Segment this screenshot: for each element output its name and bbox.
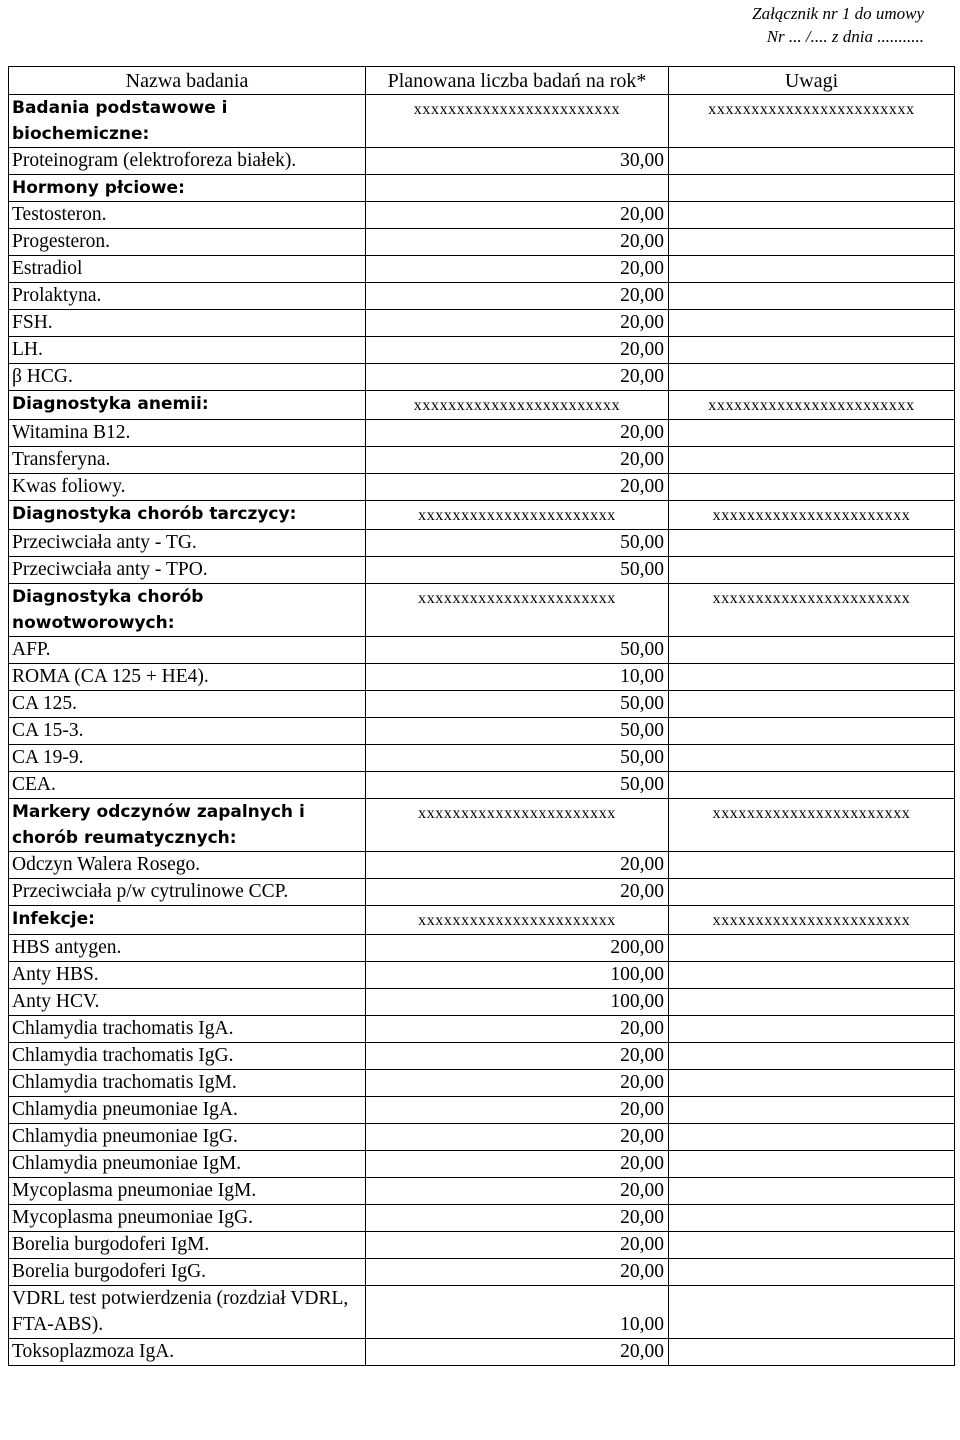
test-name: Witamina B12. bbox=[9, 420, 366, 447]
notes-cell bbox=[669, 637, 955, 664]
test-name: CA 15-3. bbox=[9, 718, 366, 745]
table-header-row bbox=[9, 67, 955, 95]
table-row bbox=[9, 718, 955, 745]
notes-cell bbox=[669, 1178, 955, 1205]
column-header-planned-count: Planowana liczba badań na rok* bbox=[366, 67, 669, 95]
not-applicable-marker: xxxxxxxxxxxxxxxxxxxxxxx bbox=[669, 799, 955, 852]
planned-count: 10,00 bbox=[366, 664, 669, 691]
test-name: LH. bbox=[9, 337, 366, 364]
table-row bbox=[9, 310, 955, 337]
table-row bbox=[9, 879, 955, 906]
planned-count: 20,00 bbox=[366, 1043, 669, 1070]
notes-cell bbox=[669, 1070, 955, 1097]
test-name: VDRL test potwierdzenia (rozdział VDRL, FTA-ABS). bbox=[9, 1286, 366, 1339]
planned-count: 20,00 bbox=[366, 256, 669, 283]
table-row bbox=[9, 691, 955, 718]
table-row bbox=[9, 148, 955, 175]
planned-count: 100,00 bbox=[366, 989, 669, 1016]
test-name: Chlamydia trachomatis IgG. bbox=[9, 1043, 366, 1070]
test-name: CEA. bbox=[9, 772, 366, 799]
category-name: Markery odczynów zapalnych i chorób reumatycznych: bbox=[9, 799, 366, 852]
category-name: Badania podstawowe i biochemiczne: bbox=[9, 95, 366, 148]
planned-count: 50,00 bbox=[366, 691, 669, 718]
test-name: Toksoplazmoza IgA. bbox=[9, 1339, 366, 1366]
category-name: Diagnostyka chorób tarczycy: bbox=[9, 501, 366, 530]
test-name: Mycoplasma pneumoniae IgG. bbox=[9, 1205, 366, 1232]
notes-cell bbox=[669, 337, 955, 364]
category-name: Hormony płciowe: bbox=[9, 175, 366, 202]
table-row bbox=[9, 1205, 955, 1232]
table-row bbox=[9, 447, 955, 474]
test-name: Chlamydia pneumoniae IgG. bbox=[9, 1124, 366, 1151]
test-name: Transferyna. bbox=[9, 447, 366, 474]
planned-count: 20,00 bbox=[366, 283, 669, 310]
table-row bbox=[9, 337, 955, 364]
planned-count: 50,00 bbox=[366, 637, 669, 664]
notes-cell bbox=[669, 1151, 955, 1178]
not-applicable-marker: xxxxxxxxxxxxxxxxxxxxxxx bbox=[366, 906, 669, 935]
notes-cell bbox=[669, 229, 955, 256]
table-row bbox=[9, 1286, 955, 1339]
planned-count: 20,00 bbox=[366, 310, 669, 337]
planned-count: 20,00 bbox=[366, 447, 669, 474]
category-name: Diagnostyka chorób nowotworowych: bbox=[9, 584, 366, 637]
test-name: Przeciwciała anty - TPO. bbox=[9, 557, 366, 584]
planned-count: 20,00 bbox=[366, 1259, 669, 1286]
test-name: FSH. bbox=[9, 310, 366, 337]
table-body bbox=[9, 95, 955, 1366]
planned-count: 20,00 bbox=[366, 1151, 669, 1178]
not-applicable-marker: xxxxxxxxxxxxxxxxxxxxxxx bbox=[366, 501, 669, 530]
notes-cell bbox=[669, 310, 955, 337]
notes-cell bbox=[669, 718, 955, 745]
planned-count: 50,00 bbox=[366, 745, 669, 772]
notes-cell bbox=[669, 474, 955, 501]
planned-count: 30,00 bbox=[366, 148, 669, 175]
test-name: Prolaktyna. bbox=[9, 283, 366, 310]
table-row bbox=[9, 557, 955, 584]
notes-cell bbox=[669, 1339, 955, 1366]
test-name: Anty HBS. bbox=[9, 962, 366, 989]
notes-cell bbox=[669, 530, 955, 557]
test-name: CA 125. bbox=[9, 691, 366, 718]
planned-count: 20,00 bbox=[366, 474, 669, 501]
table-row bbox=[9, 256, 955, 283]
planned-count: 20,00 bbox=[366, 1097, 669, 1124]
notes-cell bbox=[669, 935, 955, 962]
not-applicable-marker: xxxxxxxxxxxxxxxxxxxxxxx bbox=[669, 501, 955, 530]
test-name: Progesteron. bbox=[9, 229, 366, 256]
planned-count: 20,00 bbox=[366, 337, 669, 364]
column-header-notes: Uwagi bbox=[669, 67, 955, 95]
not-applicable-marker: xxxxxxxxxxxxxxxxxxxxxxxx bbox=[669, 95, 955, 148]
table-row bbox=[9, 935, 955, 962]
planned-count: 20,00 bbox=[366, 852, 669, 879]
table-row bbox=[9, 664, 955, 691]
table-row bbox=[9, 364, 955, 391]
test-name: Testosteron. bbox=[9, 202, 366, 229]
notes-cell bbox=[669, 989, 955, 1016]
notes-cell bbox=[669, 852, 955, 879]
planned-count: 200,00 bbox=[366, 935, 669, 962]
table-row bbox=[9, 852, 955, 879]
notes-cell bbox=[669, 745, 955, 772]
planned-count: 20,00 bbox=[366, 1070, 669, 1097]
planned-count: 20,00 bbox=[366, 420, 669, 447]
planned-count: 20,00 bbox=[366, 1178, 669, 1205]
table-row bbox=[9, 745, 955, 772]
table-row bbox=[9, 1339, 955, 1366]
not-applicable-marker: xxxxxxxxxxxxxxxxxxxxxxx bbox=[366, 799, 669, 852]
notes-cell bbox=[669, 283, 955, 310]
notes-cell bbox=[669, 175, 955, 202]
table-row bbox=[9, 772, 955, 799]
notes-cell bbox=[669, 1016, 955, 1043]
annex-header bbox=[752, 2, 924, 48]
table-row bbox=[9, 229, 955, 256]
table-row bbox=[9, 283, 955, 310]
table-row bbox=[9, 420, 955, 447]
notes-cell bbox=[669, 962, 955, 989]
test-name: Chlamydia pneumoniae IgM. bbox=[9, 1151, 366, 1178]
table-row bbox=[9, 474, 955, 501]
notes-cell bbox=[669, 691, 955, 718]
test-name: Odczyn Walera Rosego. bbox=[9, 852, 366, 879]
notes-cell bbox=[669, 364, 955, 391]
table-row bbox=[9, 1178, 955, 1205]
notes-cell bbox=[669, 1205, 955, 1232]
category-name: Infekcje: bbox=[9, 906, 366, 935]
notes-cell bbox=[669, 772, 955, 799]
notes-cell bbox=[669, 879, 955, 906]
category-row bbox=[9, 175, 955, 202]
planned-count: 100,00 bbox=[366, 962, 669, 989]
annex-title: Załącznik nr 1 do umowy bbox=[752, 4, 924, 23]
table-row bbox=[9, 1043, 955, 1070]
test-name: Chlamydia pneumoniae IgA. bbox=[9, 1097, 366, 1124]
notes-cell bbox=[669, 1097, 955, 1124]
planned-count: 20,00 bbox=[366, 879, 669, 906]
notes-cell bbox=[669, 256, 955, 283]
test-name: β HCG. bbox=[9, 364, 366, 391]
category-row bbox=[9, 906, 955, 935]
planned-count: 20,00 bbox=[366, 202, 669, 229]
test-name: CA 19-9. bbox=[9, 745, 366, 772]
test-name: Borelia burgodoferi IgM. bbox=[9, 1232, 366, 1259]
notes-cell bbox=[669, 202, 955, 229]
table-row bbox=[9, 962, 955, 989]
notes-cell bbox=[669, 447, 955, 474]
notes-cell bbox=[669, 1124, 955, 1151]
planned-count: 20,00 bbox=[366, 229, 669, 256]
planned-count: 10,00 bbox=[366, 1286, 669, 1339]
table-row bbox=[9, 1259, 955, 1286]
not-applicable-marker: xxxxxxxxxxxxxxxxxxxxxxx bbox=[669, 906, 955, 935]
category-name: Diagnostyka anemii: bbox=[9, 391, 366, 420]
table-row bbox=[9, 637, 955, 664]
notes-cell bbox=[669, 148, 955, 175]
category-row bbox=[9, 799, 955, 852]
test-name: Anty HCV. bbox=[9, 989, 366, 1016]
table-row bbox=[9, 1232, 955, 1259]
test-name: Mycoplasma pneumoniae IgM. bbox=[9, 1178, 366, 1205]
category-row bbox=[9, 95, 955, 148]
column-header-test-name: Nazwa badania bbox=[9, 67, 366, 95]
test-name: Przeciwciała p/w cytrulinowe CCP. bbox=[9, 879, 366, 906]
test-name: HBS antygen. bbox=[9, 935, 366, 962]
planned-count: 50,00 bbox=[366, 530, 669, 557]
not-applicable-marker: xxxxxxxxxxxxxxxxxxxxxxxx bbox=[669, 391, 955, 420]
test-name: Kwas foliowy. bbox=[9, 474, 366, 501]
notes-cell bbox=[669, 1259, 955, 1286]
test-name: Borelia burgodoferi IgG. bbox=[9, 1259, 366, 1286]
category-row bbox=[9, 584, 955, 637]
test-name: Chlamydia trachomatis IgA. bbox=[9, 1016, 366, 1043]
table-row bbox=[9, 530, 955, 557]
not-applicable-marker: xxxxxxxxxxxxxxxxxxxxxxx bbox=[669, 584, 955, 637]
planned-count: 20,00 bbox=[366, 1016, 669, 1043]
table-row bbox=[9, 1124, 955, 1151]
planned-count: 20,00 bbox=[366, 1124, 669, 1151]
planned-count: 20,00 bbox=[366, 1205, 669, 1232]
not-applicable-marker: xxxxxxxxxxxxxxxxxxxxxxxx bbox=[366, 391, 669, 420]
test-name: AFP. bbox=[9, 637, 366, 664]
test-plan-table bbox=[8, 66, 955, 1366]
annex-number-line: Nr ... /.... z dnia ........... bbox=[766, 27, 924, 46]
test-name: Przeciwciała anty - TG. bbox=[9, 530, 366, 557]
table-row bbox=[9, 989, 955, 1016]
notes-cell bbox=[669, 1043, 955, 1070]
notes-cell bbox=[669, 420, 955, 447]
test-name: Proteinogram (elektroforeza białek). bbox=[9, 148, 366, 175]
category-row bbox=[9, 501, 955, 530]
planned-count: 50,00 bbox=[366, 772, 669, 799]
notes-cell bbox=[669, 1232, 955, 1259]
test-name: ROMA (CA 125 + HE4). bbox=[9, 664, 366, 691]
notes-cell bbox=[669, 1286, 955, 1339]
planned-count: 20,00 bbox=[366, 1339, 669, 1366]
not-applicable-marker: xxxxxxxxxxxxxxxxxxxxxxx bbox=[366, 584, 669, 637]
planned-count bbox=[366, 175, 669, 202]
planned-count: 20,00 bbox=[366, 364, 669, 391]
notes-cell bbox=[669, 557, 955, 584]
table-row bbox=[9, 1151, 955, 1178]
planned-count: 50,00 bbox=[366, 557, 669, 584]
test-name: Estradiol bbox=[9, 256, 366, 283]
table-row bbox=[9, 1070, 955, 1097]
table-row bbox=[9, 202, 955, 229]
table-row bbox=[9, 1016, 955, 1043]
table-row bbox=[9, 1097, 955, 1124]
planned-count: 50,00 bbox=[366, 718, 669, 745]
planned-count: 20,00 bbox=[366, 1232, 669, 1259]
notes-cell bbox=[669, 664, 955, 691]
category-row bbox=[9, 391, 955, 420]
test-name: Chlamydia trachomatis IgM. bbox=[9, 1070, 366, 1097]
not-applicable-marker: xxxxxxxxxxxxxxxxxxxxxxxx bbox=[366, 95, 669, 148]
